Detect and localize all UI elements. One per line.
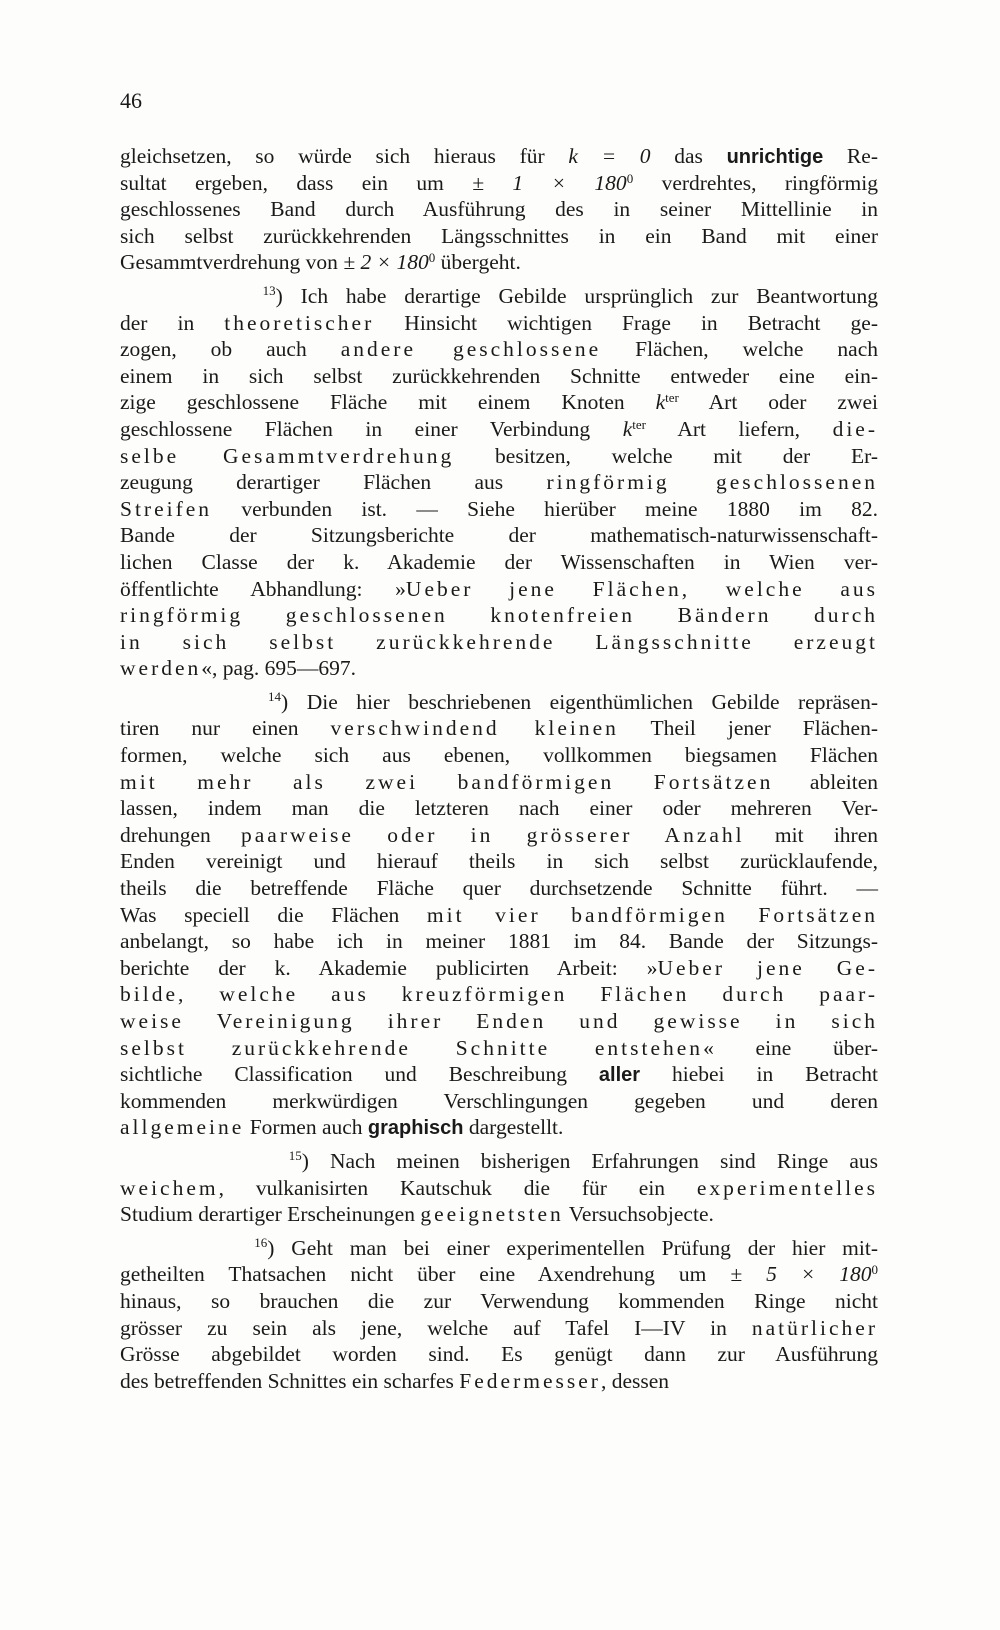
- text-run: des betreffenden Schnittes ein scharfes: [120, 1368, 460, 1393]
- text-run: ableiten: [773, 769, 878, 794]
- text-line: [120, 196, 878, 223]
- text-run: Re-: [823, 144, 878, 168]
- text-run: verbunden ist. — Siehe hierüber meine 1880 im 82.: [212, 496, 878, 521]
- spaced-emphasis: verschwindend kleinen: [330, 716, 619, 741]
- spaced-emphasis: paarweise oder in grösserer Anzahl: [241, 822, 745, 847]
- text-line: [120, 822, 878, 849]
- footnote-number: 15: [288, 1147, 302, 1163]
- text-line: [120, 469, 878, 496]
- footnote-15: [120, 1148, 878, 1228]
- text-run: hinaus, so brauchen die zur Verwendung kommenden Ringe nicht: [120, 1288, 878, 1313]
- text-run: Hinsicht wichtigen Frage in Betracht ge-: [374, 310, 878, 335]
- text-line: [120, 549, 878, 576]
- text-line: [120, 928, 878, 955]
- bold-emphasis: aller: [598, 1064, 641, 1087]
- spaced-emphasis: theoretischer: [224, 310, 375, 335]
- text-line: [120, 902, 878, 929]
- text-run: geschlossene Flächen in einer Verbindung: [120, 416, 623, 441]
- text-run: Theil jener Flächen-: [618, 716, 879, 741]
- text-run: besitzen, welche mit der Er-: [454, 443, 878, 468]
- text-line: [120, 363, 878, 390]
- text-line: [120, 1261, 878, 1288]
- math-expression: k: [655, 390, 666, 415]
- text-run: Enden vereinigt und hierauf theils in sich selbst zurücklaufende,: [120, 849, 878, 874]
- text-line: [120, 715, 878, 742]
- text-run: grösser zu sein als jene, welche auf Tafel I—IV in: [120, 1315, 752, 1340]
- text-run: verdrehtes, ringförmig: [633, 170, 878, 195]
- spaced-emphasis: weise Vereinigung ihrer Enden und gewisse in sich: [120, 1009, 878, 1033]
- text-line: [120, 1235, 878, 1262]
- spaced-emphasis: allgemeine: [120, 1115, 245, 1140]
- math-expression: ± 2 × 180: [343, 250, 429, 275]
- text-run: sultat ergeben, dass ein um: [120, 170, 473, 195]
- text-run: anbelangt, so habe ich in meiner 1881 im 84. Bande der Sitzungs-: [120, 929, 878, 954]
- spaced-emphasis: experimentelles: [696, 1175, 878, 1200]
- text-line: [120, 1035, 878, 1062]
- text-run: berichte der k. Akademie publicirten Arbeit: »: [120, 955, 658, 980]
- text-run: drehungen: [120, 822, 242, 847]
- text-line: [120, 769, 878, 796]
- text-run: öffentlichte Abhandlung: »: [120, 576, 406, 601]
- superscript: ter: [632, 416, 646, 432]
- text-run: zeugung derartiger Flächen aus: [120, 470, 547, 495]
- text-line: [120, 1368, 878, 1395]
- text-run: Flächen, welche nach: [601, 337, 878, 362]
- text-line: [120, 496, 878, 523]
- text-run: Studium derartiger Erscheinungen: [120, 1202, 421, 1227]
- superscript: 0: [871, 1262, 878, 1278]
- math-expression: ± 1 × 180: [472, 170, 627, 195]
- text-line: [120, 443, 878, 470]
- text-line: [120, 522, 878, 549]
- text-run: Was speciell die Flächen: [120, 902, 427, 927]
- text-line: [120, 602, 878, 629]
- footnote-16: [120, 1235, 878, 1395]
- text-line: [120, 143, 878, 170]
- math-expression: k: [622, 416, 633, 441]
- text-run: Art liefern,: [645, 416, 833, 441]
- text-run: zogen, ob auch: [120, 337, 341, 362]
- spaced-emphasis: geeignetsten: [420, 1202, 564, 1227]
- text-line: [120, 742, 878, 769]
- page-number: 46: [120, 88, 142, 113]
- text-run: « eine über-: [703, 1035, 878, 1060]
- spaced-emphasis: Streifen: [120, 496, 213, 521]
- text-line: [120, 223, 878, 250]
- spaced-emphasis: andere geschlossene: [340, 337, 602, 362]
- text-run: «, pag. 695—697.: [201, 656, 356, 681]
- text-run: , vulkanisirten Kautschuk die für ein: [218, 1175, 697, 1200]
- text-run: gleichsetzen, so würde sich hieraus für: [120, 144, 569, 168]
- text-run: lichen Classe der k. Akademie der Wissenschaften in Wien ver-: [120, 549, 878, 574]
- text-line: [120, 576, 878, 603]
- text-line: [120, 1201, 878, 1228]
- math-expression: ± 5 × 180: [730, 1262, 872, 1287]
- spaced-emphasis: Ueber jene Ge-: [657, 955, 878, 980]
- text-run: sich selbst zurückkehrenden Längsschnittes in ein Band mit einer: [120, 223, 878, 248]
- text-line: [120, 416, 878, 443]
- text-line: [120, 249, 878, 276]
- text-run: Bande der Sitzungsberichte der mathematisch-naturwissenschaft-: [120, 523, 878, 548]
- text-line: [120, 1008, 878, 1035]
- text-run: ) Nach meinen bisherigen Erfahrungen sind Ringe aus: [301, 1148, 879, 1173]
- text-line: [120, 689, 878, 716]
- spaced-emphasis: in sich selbst zurückkehrende Längsschnitte erzeugt: [120, 629, 878, 654]
- text-run: der in: [120, 310, 225, 335]
- text-line: [120, 875, 878, 902]
- text-run: theils die betreffende Fläche quer durchsetzende Schnitte führt. —: [120, 876, 878, 901]
- text-line: [120, 336, 878, 363]
- text-line: [120, 1341, 878, 1368]
- spaced-emphasis: ringförmig geschlossenen: [546, 470, 878, 495]
- text-run: formen, welche sich aus ebenen, vollkommen biegsamen Flächen: [120, 743, 878, 768]
- text-line: [120, 629, 878, 656]
- spaced-emphasis: natürlicher: [751, 1315, 878, 1340]
- text-run: ) Geht man bei einer experimentellen Prüfung der hier mit-: [267, 1235, 878, 1260]
- text-run: Gesammtverdrehung von: [120, 250, 344, 275]
- text-run: sichtliche Classification und Beschreibung: [120, 1062, 599, 1087]
- text-run: lassen, indem man die letzteren nach einer oder mehreren Ver-: [120, 796, 878, 821]
- spaced-emphasis: bilde, welche aus kreuzförmigen Flächen durch paar-: [120, 982, 878, 1007]
- spaced-emphasis: selbst zurückkehrende Schnitte entstehen: [120, 1035, 704, 1060]
- spaced-emphasis: die-: [832, 416, 878, 441]
- text-line: [120, 1288, 878, 1315]
- spaced-emphasis: selbe Gesammtverdrehung: [120, 443, 455, 468]
- text-run: kommenden merkwürdigen Verschlingungen gegeben und deren: [120, 1088, 878, 1113]
- footnote-13: [120, 283, 878, 682]
- text-run: ) Die hier beschriebenen eigenthümlichen Gebilde repräsen-: [281, 689, 878, 714]
- superscript: 0: [626, 170, 634, 186]
- text-line: [120, 955, 878, 982]
- footnote-number: 14: [268, 688, 282, 704]
- text-line: [120, 1315, 878, 1342]
- text-run: [120, 1236, 254, 1260]
- text-line: [120, 1088, 878, 1115]
- superscript: ter: [665, 390, 679, 406]
- text-run: geschlossenes Band durch Ausführung des in seiner Mittellinie in: [120, 197, 878, 222]
- text-run: Formen auch: [244, 1115, 368, 1140]
- spaced-emphasis: weichem: [120, 1175, 219, 1200]
- footnote-number: 13: [262, 282, 276, 298]
- text-line: [120, 1148, 878, 1175]
- spaced-emphasis: mit mehr als zwei bandförmigen Fortsätzen: [120, 769, 774, 794]
- spaced-emphasis: werden: [120, 656, 202, 681]
- text-run: dargestellt.: [463, 1115, 564, 1140]
- text-run: tiren nur einen: [120, 716, 331, 741]
- text-run: zige geschlossene Fläche mit einem Knoten: [120, 390, 656, 415]
- text-line: [120, 795, 878, 822]
- text-run: getheilten Thatsachen nicht über eine Axendrehung um: [120, 1262, 731, 1287]
- footnote-14: [120, 689, 878, 1141]
- text-run: , dessen: [600, 1368, 670, 1393]
- text-run: Art oder zwei: [678, 390, 879, 415]
- page-text: [120, 143, 878, 1394]
- text-line: [120, 283, 878, 310]
- text-line: [120, 310, 878, 337]
- text-line: [120, 1175, 878, 1202]
- text-line: [120, 848, 878, 875]
- footnote-number: 16: [254, 1234, 268, 1250]
- text-line: [120, 389, 878, 416]
- text-run: mit ihren: [744, 822, 878, 847]
- text-line: [120, 1114, 878, 1141]
- spaced-emphasis: ringförmig geschlossenen knotenfreien Bändern durch: [120, 603, 878, 628]
- text-run: einem in sich selbst zurückkehrenden Schnitte entweder eine ein-: [120, 363, 878, 388]
- text-run: [120, 1149, 289, 1173]
- text-line: [120, 981, 878, 1008]
- continued-paragraph: [120, 143, 878, 276]
- text-run: übergeht.: [435, 250, 521, 275]
- math-expression: k = 0: [568, 144, 651, 168]
- spaced-emphasis: Federmesser: [459, 1368, 601, 1393]
- bold-emphasis: graphisch: [367, 1117, 464, 1140]
- spaced-emphasis: mit vier bandförmigen Fortsätzen: [426, 902, 878, 927]
- text-line: [120, 655, 878, 682]
- superscript: 0: [428, 250, 436, 266]
- text-run: Versuchsobjecte.: [563, 1202, 714, 1227]
- text-line: [120, 1061, 878, 1088]
- text-run: hiebei in Betracht: [640, 1062, 878, 1087]
- text-run: Grösse abgebildet worden sind. Es genügt dann zur Ausführung: [120, 1342, 878, 1367]
- text-run: [120, 690, 268, 714]
- bold-emphasis: unrichtige: [726, 146, 824, 168]
- text-line: [120, 170, 878, 197]
- text-run: [120, 284, 263, 308]
- spaced-emphasis: Ueber jene Flächen, welche aus: [405, 576, 878, 601]
- text-run: ) Ich habe derartige Gebilde ursprünglich zur Beantwortung: [275, 283, 879, 308]
- text-run: das: [650, 144, 727, 168]
